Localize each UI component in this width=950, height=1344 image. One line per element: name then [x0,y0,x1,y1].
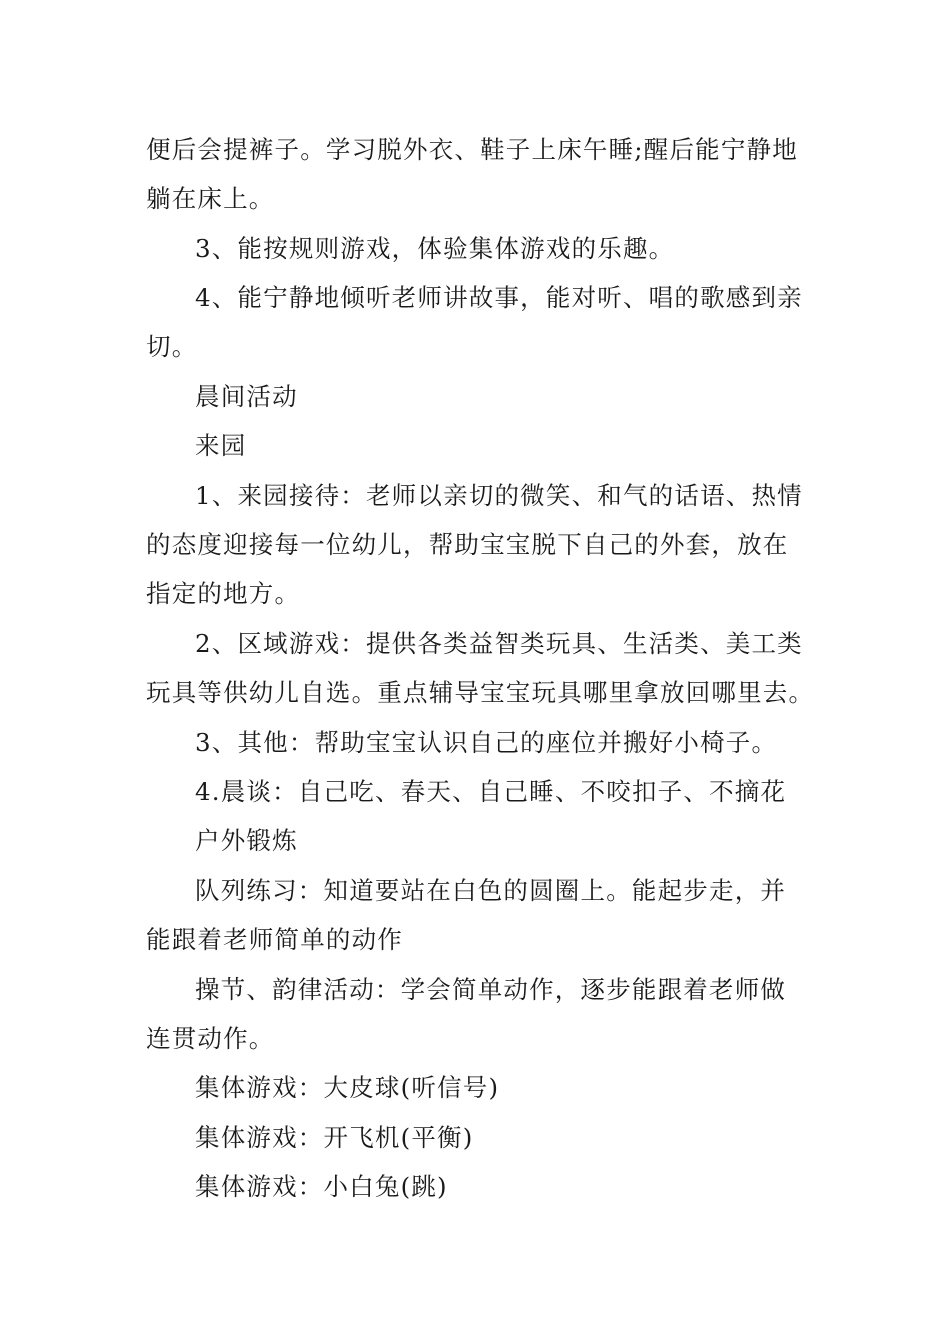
text-line: 集体游戏：小白兔(跳) [195,1172,448,1201]
text-line: 的态度迎接每一位幼儿，帮助宝宝脱下自己的外套，放在 [146,530,789,559]
text-line: 操节、韵律活动：学会简单动作，逐步能跟着老师做 [195,975,787,1004]
section-heading: 晨间活动 [195,382,298,411]
text-line: 能跟着老师简单的动作 [146,925,403,954]
text-line: 集体游戏：大皮球(听信号) [195,1073,500,1102]
text-line: 3、能按规则游戏，体验集体游戏的乐趣。 [195,234,675,263]
text-line: 集体游戏：开飞机(平衡) [195,1123,474,1152]
text-line: 连贯动作。 [146,1024,275,1053]
text-line: 1、来园接待：老师以亲切的微笑、和气的话语、热情 [195,481,803,510]
section-heading: 户外锻炼 [195,826,298,855]
text-line: 切。 [146,332,198,361]
text-line: 3、其他：帮助宝宝认识自己的座位并搬好小椅子。 [195,728,778,757]
text-line: 4.晨谈：自己吃、春天、自己睡、不咬扣子、不摘花 [195,777,787,806]
subsection-heading: 来园 [195,431,247,460]
text-line: 躺在床上。 [146,184,275,213]
text-line: 便后会提裤子。学习脱外衣、鞋子上床午睡;醒后能宁静地 [146,135,798,164]
text-line: 2、区域游戏：提供各类益智类玩具、生活类、美工类 [195,629,803,658]
text-line: 指定的地方。 [146,579,301,608]
text-line: 玩具等供幼儿自选。重点辅导宝宝玩具哪里拿放回哪里去。 [146,678,815,707]
text-line: 队列练习：知道要站在白色的圆圈上。能起步走，并 [195,876,787,905]
text-line: 4、能宁静地倾听老师讲故事，能对听、唱的歌感到亲 [195,283,803,312]
